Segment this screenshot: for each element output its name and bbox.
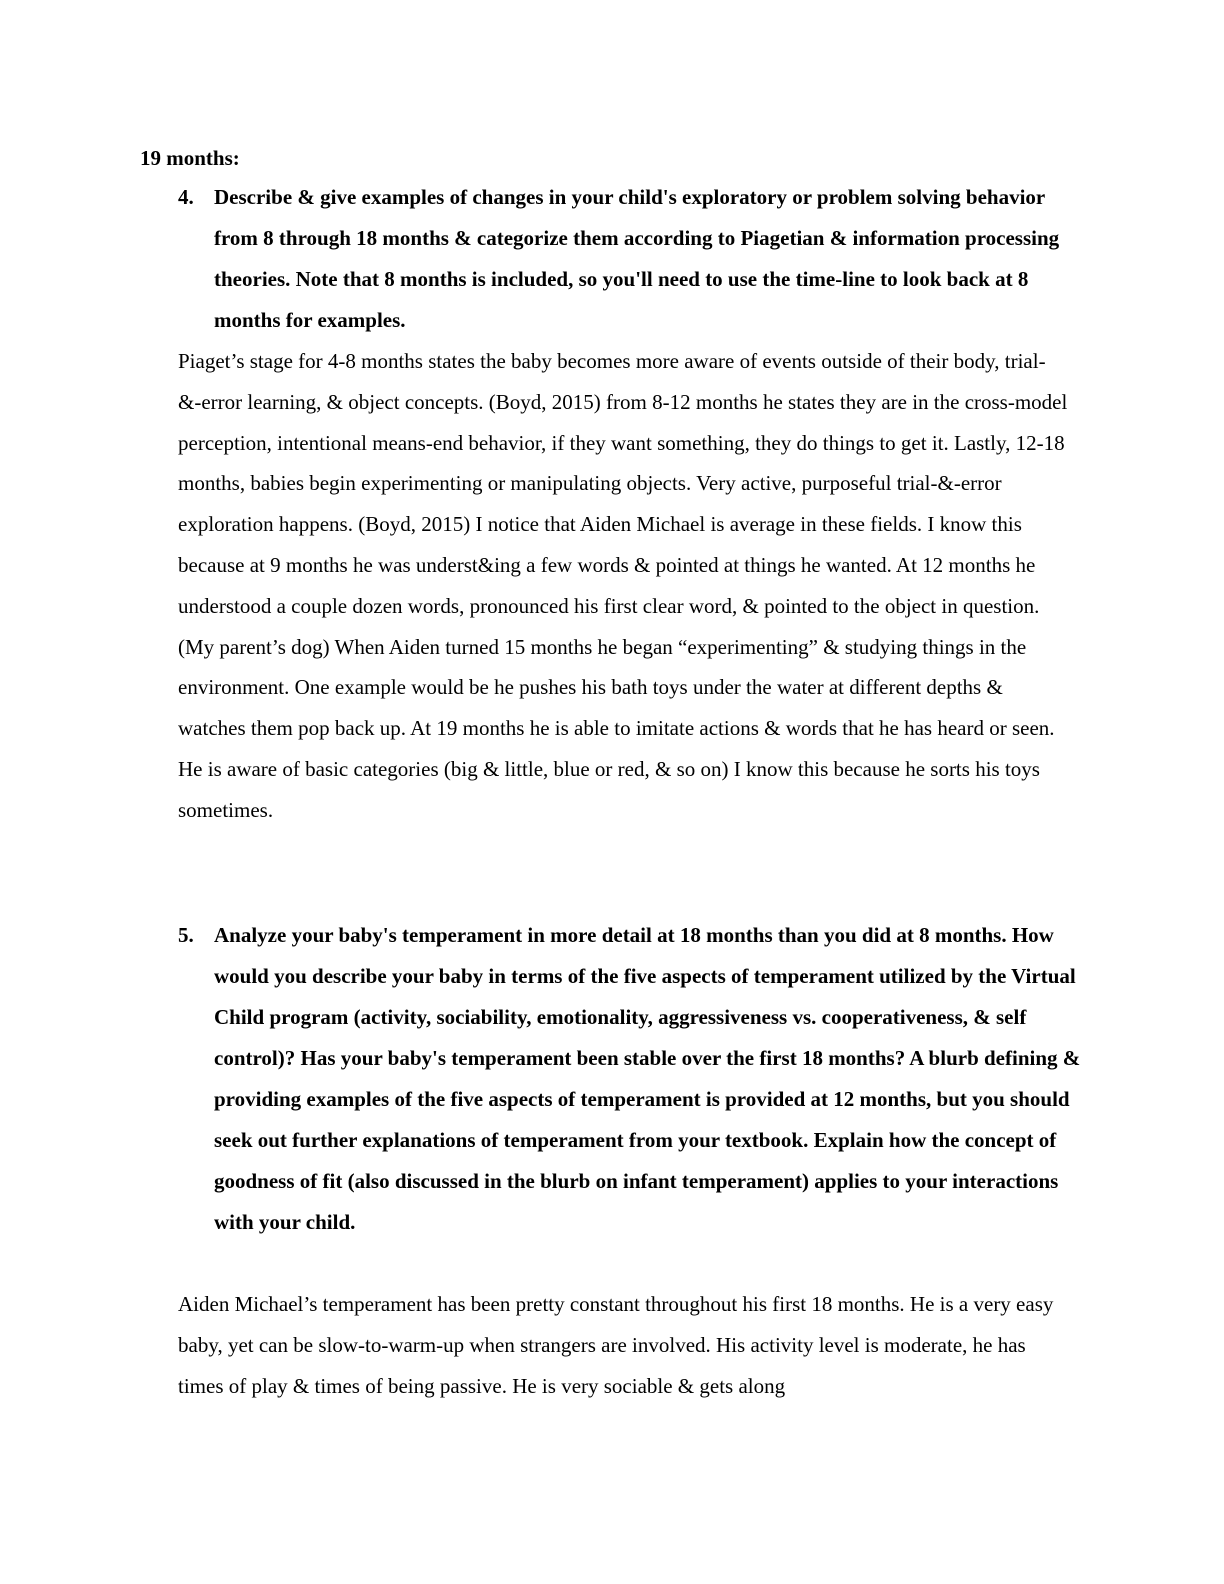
answer-4: Piaget’s stage for 4-8 months states the baby becomes more aware of events outside of their body, trial-&-error learning, & object concepts. (Boyd, 2015) from 8-12 months he states they are in the cross-model perception, intentional means-end behavior, if they want something, they do things to get it. Lastly, 12-18 months, babies begin experimenting or manipulating objects. Very active, purposeful trial-&-error exploration happens. (Boyd, 2015) I notice that Aiden Michael is average in these fields. I know this because at 9 months he was underst&ing a few words & pointed at things he wanted. At 12 months he understood a couple dozen words, pronounced his first clear word, & pointed to the object in question. (My parent’s dog) When Aiden turned 15 months he began “experimenting” & studying things in the environment. One example would be he pushes his bath toys under the water at different depths & watches them pop back up. At 19 months he is able to imitate actions & words that he has heard or seen. He is aware of basic categories (big & little, blue or red, & so on) I know this because he sorts his toys sometimes.: [178, 349, 1068, 822]
section-heading: 19 months:: [140, 146, 240, 170]
question-number: 5.: [178, 923, 194, 947]
question-4: [178, 177, 1084, 341]
answer-5: Aiden Michael’s temperament has been pretty constant throughout his first 18 months. He is a very easy baby, yet can be slow-to-warm-up when strangers are involved. His activity level is moderate, he has times of play & times of being passive. He is very sociable & gets along: [178, 1292, 1054, 1398]
question-number: 4.: [178, 185, 194, 209]
question-5: [178, 915, 1084, 1243]
question-prompt: Analyze your baby's temperament in more detail at 18 months than you did at 8 months. How would you describe your baby in terms of the five aspects of temperament utilized by the Virtual Child program (activity, sociability, emotionality, aggressiveness vs. cooperativeness, & self control)? Has your baby's temperament been stable over the first 18 months? A blurb defining & providing examples of the five aspects of temperament is provided at 12 months, but you should seek out further explanations of temperament from your textbook. Explain how the concept of goodness of fit (also discussed in the blurb on infant temperament) applies to your interactions with your child.: [214, 923, 1081, 1234]
question-prompt: Describe & give examples of changes in your child's exploratory or problem solving behavior from 8 through 18 months & categorize them according to Piagetian & information processing theories. Note that 8 months is included, so you'll need to use the time-line to look back at 8 months for examples.: [214, 185, 1060, 332]
